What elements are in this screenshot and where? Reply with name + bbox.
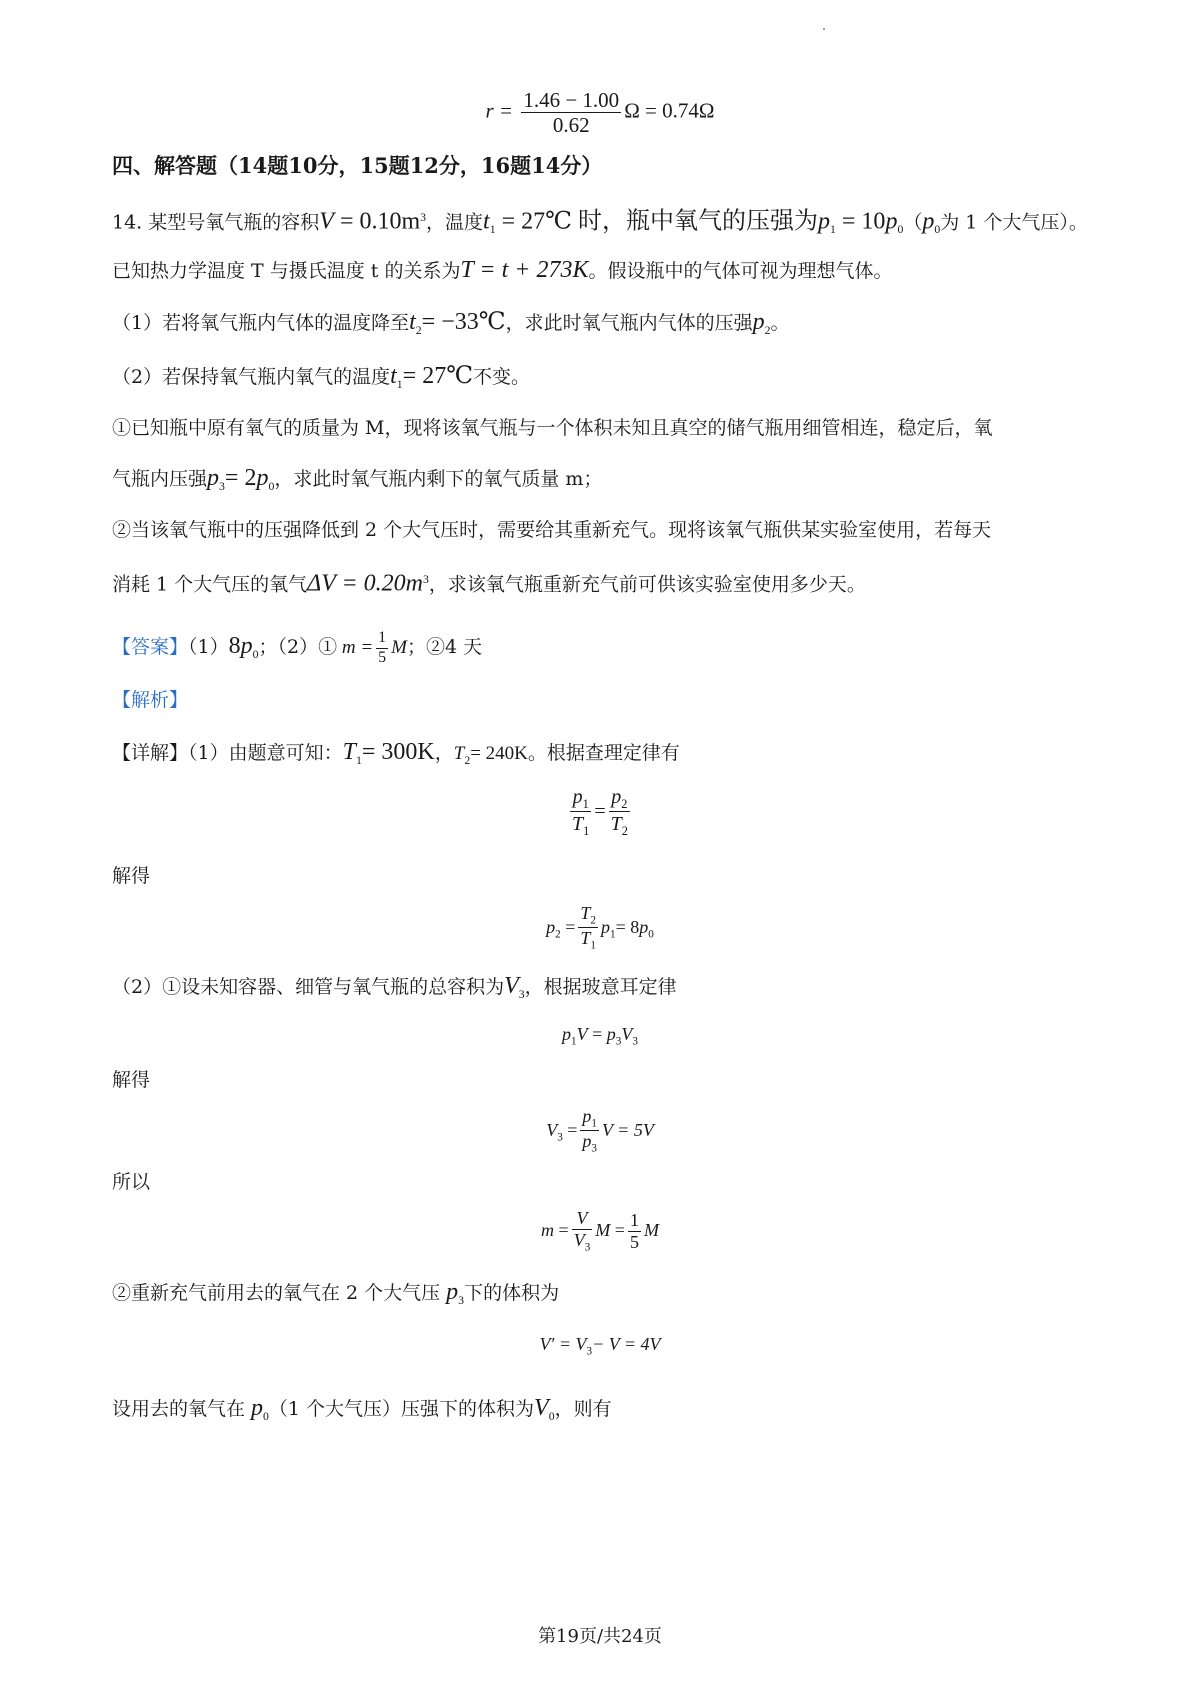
var-T1: T: [342, 739, 356, 765]
fraction-1-5: $\frac{1}{5}$: [629, 1209, 639, 1252]
sub-0: 0: [263, 1409, 269, 1423]
formula-r: [0, 88, 1200, 137]
sub-0: 0: [897, 223, 904, 237]
q14-circle-1-line-2: [112, 464, 602, 501]
q14-circle-1-line-1: ①已知瓶中原有氧气的质量为 M，现将该氧气瓶与一个体积未知且真空的储气瓶用细管相连，稳定后，氧: [112, 417, 993, 439]
V3-equation: $V_3$ = $\frac{p_1}{p_3}$ V = 5V: [546, 1106, 654, 1156]
detail-tag: 【详解】: [112, 742, 189, 764]
answer-part1-label: （1）: [188, 636, 229, 658]
c2-text: 消耗 1 个大气压的氧气: [112, 573, 308, 596]
charles-law-equation: $\frac{p_1}{T_1}$ = $\frac{p_2}{T_2}$: [572, 786, 628, 839]
c1-text: 气瓶内压强: [112, 468, 208, 490]
sub-0: 0: [934, 223, 941, 237]
q14-line-1: [112, 204, 1088, 244]
q14-assumption-text: 。假设瓶中的气体可视为理想气体。: [588, 260, 893, 282]
sub-3: 3: [219, 479, 225, 493]
detail-line-4: [112, 1394, 612, 1431]
m-equation: m = $\frac{V}{V_3}$ M = $\frac{1}{5}$ M: [541, 1208, 659, 1254]
boyle-law-text: ，根据玻意耳定律: [524, 976, 677, 998]
var-p0-note: p: [922, 208, 935, 235]
formula-r-fraction: [521, 88, 621, 137]
detail-line-1: [112, 738, 680, 775]
var-t1: t: [483, 208, 490, 235]
sub-1: 1: [830, 223, 836, 237]
answer-tag: 【答案】: [112, 636, 189, 658]
detail-part3-text: ②重新充气前用去的氧气在 2 个大气压: [112, 1282, 441, 1304]
Vprime-lhs: V′ = V: [539, 1334, 587, 1354]
fraction-p1-p3: $\frac{p_1}{p_3}$: [582, 1106, 597, 1156]
answer-part2-label: ；（2）①: [258, 636, 338, 658]
part2-end: 不变。: [473, 366, 531, 388]
cube-exponent: 3: [423, 573, 429, 586]
volume-value: = 0.10m: [333, 208, 421, 235]
var-p0: p: [245, 1395, 264, 1421]
cube-exponent: 3: [420, 211, 427, 224]
var-M: M: [391, 637, 407, 658]
so-label: 所以: [112, 1171, 151, 1193]
temp-value: = 27℃ 时，瓶中氧气的压强为: [495, 208, 818, 235]
sub-2: 2: [464, 753, 471, 767]
fraction-numerator: 1: [376, 629, 388, 648]
var-V0: V: [534, 1395, 549, 1421]
charles-law-text: 。根据查理定律有: [527, 742, 680, 764]
answer-m: m =: [337, 637, 374, 658]
var-p2: p: [752, 309, 765, 335]
sub-0: 0: [548, 1409, 555, 1423]
var-p0: p: [256, 465, 269, 491]
relation-formula: T = t + 273K: [460, 257, 589, 283]
Vprime-rhs: − V = 4V: [592, 1334, 661, 1354]
answer-line: [112, 626, 482, 675]
deltaV-value: ΔV = 0.20m: [307, 570, 424, 597]
detail-part4-text: 设用去的氧气在: [112, 1398, 246, 1420]
pressure-value: = 10: [835, 208, 886, 235]
var-V: V: [319, 208, 334, 235]
c2-question: ，求该氧气瓶重新充气前可供该实验室使用多少天。: [428, 573, 866, 596]
fraction-V-V3: $\frac{V}{V_3}$: [573, 1208, 591, 1254]
temp-label: ，温度: [426, 211, 484, 234]
fraction-T2-T1: $\frac{T_2}{T_1}$: [580, 903, 596, 953]
solve-label-2: 解得: [112, 1069, 151, 1091]
solve-label-1: 解得: [112, 865, 151, 887]
detail-line-3: [112, 1278, 559, 1315]
sub-1: 1: [355, 753, 362, 767]
paren-open: （: [903, 211, 923, 234]
detail-intro: （1）由题意可知：: [188, 742, 343, 764]
var-T2: T: [453, 743, 465, 764]
formula-r-numerator: 1.46 − 1.00: [523, 88, 620, 112]
sub-1: 1: [396, 377, 403, 391]
var-p0: p: [885, 208, 898, 235]
q14-relation-text: 已知热力学温度 T 与摄氏温度 t 的关系为: [112, 260, 461, 282]
section-heading: 四、解答题（14题10分，15题12分，16题14分）: [112, 153, 603, 178]
sub-3: 3: [458, 1293, 465, 1307]
fraction-denominator: 5: [378, 648, 387, 666]
page-footer: 第19页/共24页: [538, 1626, 662, 1647]
var-p0: p: [240, 633, 253, 659]
fraction-1-5: [376, 629, 388, 667]
detail-part4-mid: （1 个大气压）压强下的体积为: [268, 1398, 535, 1420]
T2-value: = 240K: [470, 743, 528, 764]
q14-part-2: [112, 362, 530, 399]
var-t1: t: [390, 363, 397, 389]
p2-equation: $p_2$ = $\frac{T_2}{T_1}$ $p_1= 8p_0$: [546, 903, 654, 953]
q14-intro-text: 14. 某型号氧气瓶的容积: [112, 211, 320, 234]
period: 。: [770, 312, 790, 334]
answer-part3: ；②4 天: [406, 636, 483, 658]
fraction-p1-T1: $\frac{p_1}{T_1}$: [572, 786, 590, 839]
boyle-law-equation: $p_1V = p_3V_3$: [562, 1024, 638, 1048]
part1-question: ，求此时氧气瓶内气体的压强: [505, 312, 753, 334]
formula-r-lhs: r =: [485, 98, 514, 123]
detail-part4-end: ，则有: [554, 1398, 612, 1420]
q14-part-1: [112, 308, 790, 345]
formula-r-denominator: 0.62: [552, 113, 590, 138]
sub-0: 0: [268, 479, 275, 493]
t1-value: = 27℃: [402, 363, 474, 389]
sub-3: 3: [518, 987, 525, 1001]
var-t2: t: [409, 309, 416, 335]
p2-rhs: = 8: [615, 916, 640, 937]
sub-2: 2: [764, 323, 771, 337]
part1-text: （1）若将氧气瓶内气体的温度降至: [112, 312, 410, 334]
sub-2: 2: [415, 323, 422, 337]
var-V3: V: [504, 973, 519, 999]
Vprime-equation: $V' = V_3- V = 4V$: [539, 1334, 661, 1358]
scan-dot: [823, 28, 825, 30]
q14-circle-2-line-1: ②当该氧气瓶中的压强降低到 2 个大气压时，需要给其重新充气。现将该氧气瓶供某实验室使用，若每天: [112, 519, 992, 541]
analysis-tag: 【解析】: [112, 689, 189, 711]
p3-value: = 2: [224, 465, 257, 491]
detail-part2-text: （2）①设未知容器、细管与氧气瓶的总容积为: [112, 976, 505, 998]
formula-r-rhs: Ω = 0.74Ω: [624, 98, 715, 123]
sub-0: 0: [252, 647, 259, 661]
var-p1: p: [818, 208, 830, 235]
q14-circle-2-line-2: [112, 566, 866, 598]
var-p3: p: [440, 1279, 459, 1305]
q14-line-2: [112, 256, 892, 285]
answer-8: 8: [228, 633, 241, 659]
volume-text: 下的体积为: [464, 1282, 560, 1304]
var-p3: p: [207, 465, 220, 491]
detail-line-2: [112, 972, 677, 1009]
comma: ，: [434, 742, 454, 764]
part2-text: （2）若保持氧气瓶内氧气的温度: [112, 366, 391, 388]
c1-question: ，求此时氧气瓶内剩下的氧气质量 m；: [274, 468, 603, 490]
sub-1: 1: [489, 223, 496, 237]
t2-value: = −33℃: [421, 309, 506, 335]
p0-note-text: 为 1 个大气压）。: [940, 211, 1088, 234]
fraction-p2-T2: $\frac{p_2}{T_2}$: [610, 786, 628, 839]
V3-rhs: V = 5V: [602, 1119, 654, 1140]
T1-value: = 300K: [361, 739, 435, 765]
